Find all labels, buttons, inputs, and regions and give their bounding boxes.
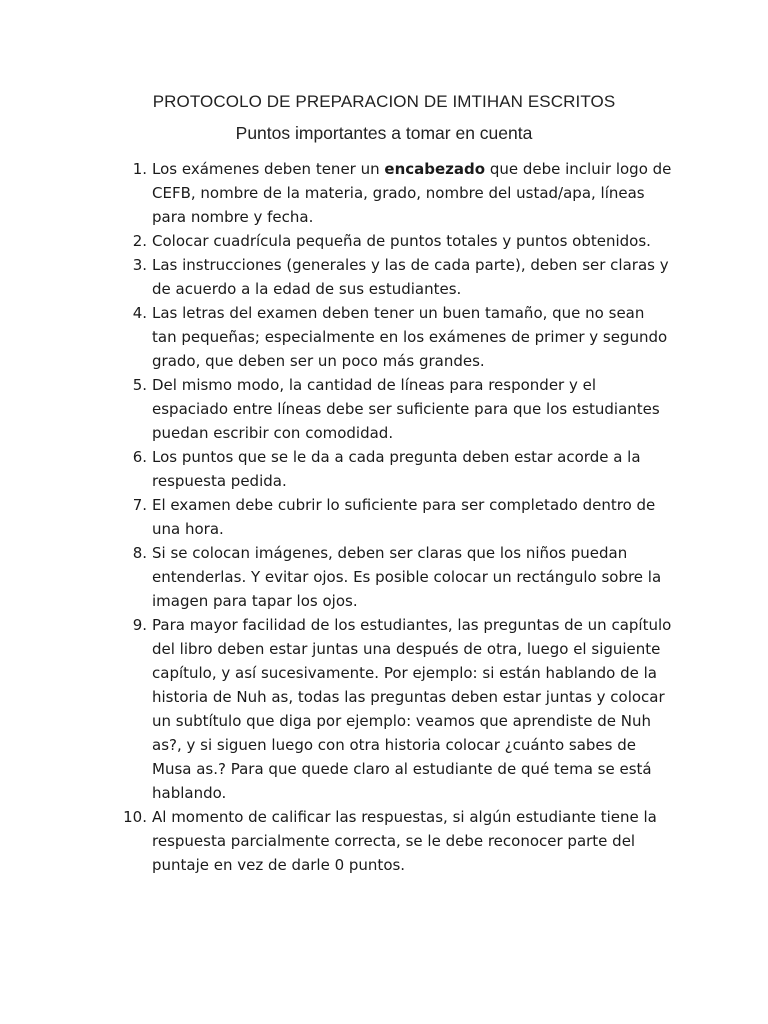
item-text: Si se colocan imágenes, deben ser claras que los niños puedan entenderlas. Y evitar ojos. Es posible colocar un rectángulo sobre la imagen para tapar los ojos. bbox=[152, 544, 662, 610]
item-text: Las instrucciones (generales y las de cada parte), deben ser claras y de acuerdo a la edad de sus estudiantes. bbox=[152, 256, 669, 298]
item-text: Al momento de calificar las respuestas, si algún estudiante tiene la respuesta parcialmente correcta, se le debe reconocer parte del puntaje en vez de darle 0 puntos. bbox=[152, 808, 657, 874]
item-text: Para mayor facilidad de los estudiantes, las preguntas de un capítulo del libro deben estar juntas una después de otra, luego el siguiente capítulo, y así sucesivamente. Por ejemplo: si están hablando de la historia de Nuh as, todas las preguntas deben estar juntas y colocar un subtítulo que diga por ejemplo: veamos que aprendiste de Nuh as?, y si siguen luego con otra historia colocar ¿cuánto sabes de Musa as.? Para que quede claro al estudiante de qué tema se está hablando. bbox=[152, 616, 672, 802]
list-item bbox=[0, 493, 672, 541]
item-number: 3. bbox=[132, 256, 147, 274]
item-number: 9. bbox=[132, 616, 147, 634]
list-item bbox=[0, 541, 672, 613]
item-text: Las letras del examen deben tener un buen tamaño, que no sean tan pequeñas; especialmente en los exámenes de primer y segundo grado, que deben ser un poco más grandes. bbox=[152, 304, 668, 370]
list-item bbox=[0, 301, 672, 373]
item-number: 5. bbox=[132, 376, 147, 394]
list-item bbox=[0, 805, 672, 877]
document-subtitle: Puntos importantes a tomar en cuenta bbox=[235, 123, 533, 143]
item-number: 4. bbox=[132, 304, 147, 322]
item-text: Los puntos que se le da a cada pregunta deben estar acorde a la respuesta pedida. bbox=[152, 448, 641, 490]
item-text-after: que debe incluir logo de CEFB, nombre de la materia, grado, nombre del ustad/apa, líneas para nombre y fecha. bbox=[152, 160, 672, 226]
list-item bbox=[0, 157, 672, 229]
item-number: 10. bbox=[123, 808, 147, 826]
item-number: 2. bbox=[132, 232, 147, 250]
item-number: 8. bbox=[132, 544, 147, 562]
item-text-before: Los exámenes deben tener un bbox=[152, 160, 385, 178]
list-item bbox=[0, 229, 672, 253]
item-text bbox=[152, 160, 671, 226]
item-number: 7. bbox=[132, 496, 147, 514]
item-text-bold: encabezado bbox=[384, 160, 486, 178]
item-text: Colocar cuadrícula pequeña de puntos totales y puntos obtenidos. bbox=[152, 232, 651, 250]
protocol-list bbox=[0, 157, 768, 877]
list-item bbox=[0, 613, 672, 805]
document-title: PROTOCOLO DE PREPARACION DE IMTIHAN ESCRITOS bbox=[152, 92, 616, 111]
list-item bbox=[0, 373, 672, 445]
item-text: Del mismo modo, la cantidad de líneas para responder y el espaciado entre líneas debe ser suficiente para que los estudiantes puedan escribir con comodidad. bbox=[152, 376, 660, 442]
list-item bbox=[0, 445, 672, 493]
item-number: 6. bbox=[132, 448, 147, 466]
list-item bbox=[0, 253, 672, 301]
item-text: El examen debe cubrir lo suficiente para ser completado dentro de una hora. bbox=[152, 496, 656, 538]
item-number: 1. bbox=[132, 160, 147, 178]
